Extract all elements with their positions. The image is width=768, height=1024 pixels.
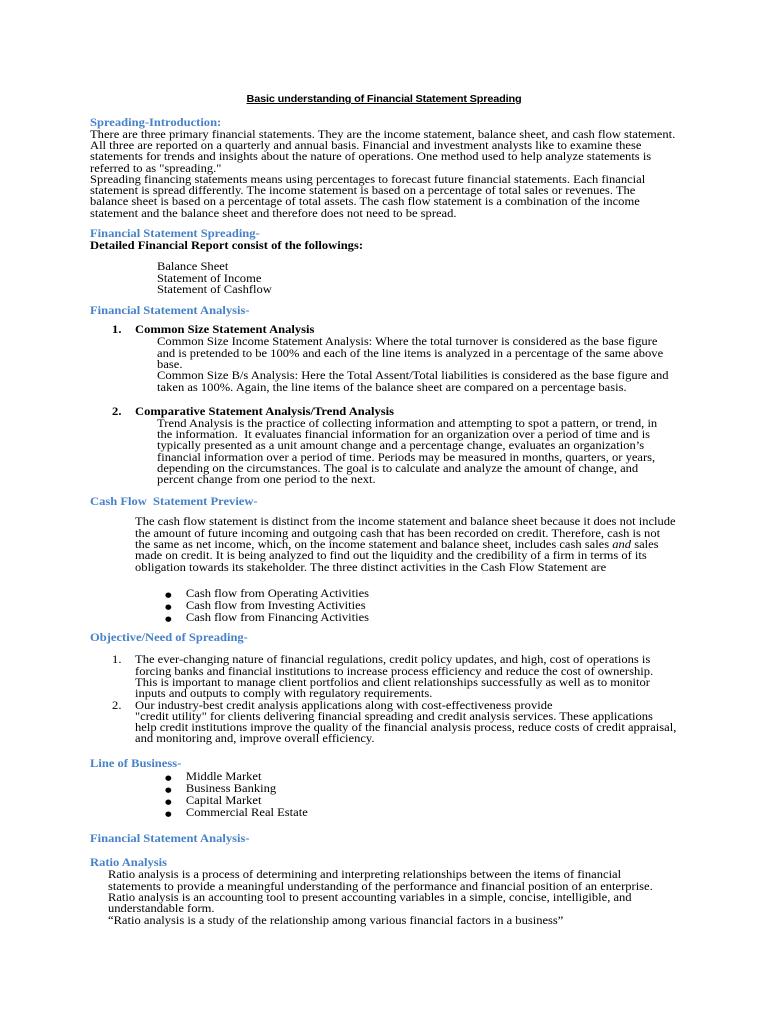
spreading-heading: Financial Statement Spreading- bbox=[90, 228, 260, 241]
analysis-line: Common Size Income Statement Analysis: Where the total turnover is considered as the base figure bbox=[157, 336, 658, 349]
analysis-line: Common Size B/s Analysis: Here the Total Assent/Total liabilities is considered as the base figure and bbox=[157, 370, 669, 383]
analysis-line: percent change from one period to the next. bbox=[157, 474, 376, 487]
objective-list bbox=[112, 655, 676, 745]
analysis-item-title-text: Comparative Statement Analysis/Trend Analysis bbox=[135, 406, 395, 419]
bullet-icon: ● bbox=[165, 591, 172, 599]
spreading-list-item: Statement of Cashflow bbox=[156, 283, 272, 296]
objective-line: inputs and outputs to comply with regulatory requirements. bbox=[135, 688, 433, 701]
list-number: 2. bbox=[112, 699, 122, 712]
analysis-item-title bbox=[112, 407, 657, 418]
objective-line: "credit utility" for clients delivering financial spreading and credit analysis services. These applications bbox=[135, 710, 653, 723]
analysis-item-title bbox=[112, 325, 669, 336]
bullet-item bbox=[165, 783, 308, 795]
list-number: 2. bbox=[112, 406, 122, 419]
intro-line: referred to as "spreading." bbox=[90, 162, 222, 175]
cash-flow-section bbox=[90, 497, 258, 508]
cash-flow-line: The cash flow statement is distinct from the income statement and balance sheet because it does not include bbox=[135, 516, 676, 529]
cash-flow-emphasis: and bbox=[612, 538, 632, 551]
spreading-list-item: Balance Sheet bbox=[156, 261, 229, 274]
cash-flow-line-part: sales bbox=[631, 538, 659, 551]
bullet-text: Middle Market bbox=[185, 771, 262, 783]
analysis-item-body bbox=[112, 419, 657, 487]
ratio-section-heading: Financial Statement Analysis- bbox=[90, 833, 250, 846]
line-of-business-section bbox=[90, 759, 181, 770]
analysis-section bbox=[90, 306, 249, 317]
cash-flow-line: made on credit. It is being analyzed to find out the liquidity and the credibility of a firm in terms of its bbox=[135, 550, 647, 563]
spreading-list-item: Statement of Income bbox=[156, 272, 262, 285]
bullet-icon: ● bbox=[165, 810, 172, 818]
intro-line: Spreading financing statements means using percentages to forecast future financial statements. Each financial bbox=[90, 173, 646, 186]
bullet-icon: ● bbox=[165, 774, 172, 782]
analysis-item-2 bbox=[112, 407, 657, 486]
objective-line: forcing banks and financial institutions to increase process efficiency and reduce the cost of ownership. bbox=[135, 665, 654, 678]
ratio-subsection bbox=[90, 858, 167, 869]
intro-line: balance sheet is based on a percentage of total assets. The cash flow statement is a combination of the income bbox=[90, 196, 640, 209]
bullet-item bbox=[165, 600, 369, 612]
ratio-line: statements to provide a meaningful understanding of the performance and financial position of an enterprise. bbox=[108, 880, 653, 893]
bullet-icon: ● bbox=[165, 603, 172, 611]
cash-flow-bullets bbox=[165, 588, 369, 624]
ratio-paragraph bbox=[108, 870, 653, 926]
objective-item-1 bbox=[112, 655, 676, 700]
bullet-text: Cash flow from Investing Activities bbox=[185, 600, 366, 612]
analysis-line: depending on the circumstances. The goal is to calculate and analyze the amount of change, and bbox=[157, 462, 639, 475]
bullet-text: Cash flow from Financing Activities bbox=[185, 612, 370, 624]
intro-line: There are three primary financial statements. They are the income statement, balance sheet, and cash flow statement. bbox=[90, 128, 676, 141]
line-of-business-bullets bbox=[165, 771, 308, 819]
analysis-line: taken as 100%. Again, the line items of the balance sheet are compared on a percentage basis. bbox=[157, 381, 627, 394]
bullet-item bbox=[165, 612, 369, 624]
cash-flow-paragraph bbox=[135, 517, 676, 573]
spreading-subheading: Detailed Financial Report consist of the followings: bbox=[90, 239, 364, 252]
analysis-line: Trend Analysis is the practice of collecting information and attempting to spot a pattern, or trend, in bbox=[157, 417, 658, 430]
analysis-heading: Financial Statement Analysis- bbox=[90, 305, 250, 318]
objective-heading: Objective/Need of Spreading- bbox=[90, 632, 248, 645]
analysis-line: financial information over a period of time. Periods may be measured in months, quarters, or years, bbox=[157, 451, 656, 464]
bullet-item bbox=[165, 807, 308, 819]
bullet-item bbox=[165, 771, 308, 783]
ratio-line: “Ratio analysis is a study of the relationship among various financial factors in a business” bbox=[108, 914, 564, 927]
bullet-text: Commercial Real Estate bbox=[185, 807, 308, 819]
bullet-icon: ● bbox=[165, 615, 172, 623]
list-number: 1. bbox=[112, 324, 122, 337]
cash-flow-line-part: the same as net income, which, on the income statement and balance sheet, includes cash sales bbox=[135, 538, 613, 551]
analysis-line: the information. It evaluates financial information for an organization over a period of time and is bbox=[157, 428, 651, 441]
line-of-business-heading: Line of Business- bbox=[90, 758, 182, 771]
bullet-text: Capital Market bbox=[185, 795, 262, 807]
objective-line bbox=[112, 655, 676, 666]
ratio-analysis-heading: Ratio Analysis bbox=[90, 857, 168, 870]
objective-item-2 bbox=[112, 701, 676, 746]
ratio-section bbox=[90, 834, 249, 845]
ratio-line: understandable form. bbox=[108, 903, 215, 916]
intro-section bbox=[90, 118, 675, 220]
intro-heading: Spreading-Introduction: bbox=[90, 117, 222, 130]
analysis-item-body bbox=[112, 337, 669, 393]
objective-line: help credit institutions improve the quality of the financial analysis process, reduce costs of credit appraisal, bbox=[135, 722, 677, 735]
bullet-icon: ● bbox=[165, 786, 172, 794]
analysis-item-title-text: Common Size Statement Analysis bbox=[135, 324, 315, 337]
objective-line: and monitoring and, improve overall efficiency. bbox=[135, 733, 375, 746]
bullet-text: Cash flow from Operating Activities bbox=[185, 588, 370, 600]
cash-flow-line: obligation towards its stakeholder. The three distinct activities in the Cash Flow Statement are bbox=[135, 561, 607, 574]
bullet-icon: ● bbox=[165, 798, 172, 806]
bullet-item bbox=[165, 795, 308, 807]
analysis-line: typically presented as a unit amount change and a percentage change, evaluates an organization’s bbox=[157, 440, 645, 453]
intro-line: statements for trends and insights about the nature of operations. One method used to help analyze statements is bbox=[90, 151, 652, 164]
intro-line: statement is spread differently. The income statement is based on a percentage of total sales or revenues. The bbox=[90, 185, 636, 198]
objective-section bbox=[90, 633, 248, 644]
intro-line: All three are reported on a quarterly and annual basis. Financial and investment analysts like to examine these bbox=[90, 139, 642, 152]
cash-flow-line: the amount of future incoming and outgoing cash that has been recorded on credit. Therefore, cash is not bbox=[135, 527, 661, 540]
analysis-line: base. bbox=[157, 358, 183, 371]
spreading-list bbox=[157, 262, 272, 296]
ratio-line: Ratio analysis is an accounting tool to present accounting variables in a simple, concise, intelligible, and bbox=[108, 891, 632, 904]
ratio-line: Ratio analysis is a process of determining and interpreting relationships between the items of financial bbox=[108, 869, 622, 882]
analysis-item-1 bbox=[112, 325, 669, 393]
objective-line-text: The ever-changing nature of financial regulations, credit policy updates, and high, cost of operations is bbox=[135, 654, 651, 667]
objective-line-text: Our industry-best credit analysis applications along with cost-effectiveness provide bbox=[135, 699, 553, 712]
cash-flow-heading: Cash Flow Statement Preview- bbox=[90, 496, 258, 509]
spreading-section bbox=[90, 229, 363, 252]
bullet-item bbox=[165, 588, 369, 600]
document-title: Basic understanding of Financial Statement Spreading bbox=[246, 94, 522, 105]
list-number: 1. bbox=[112, 654, 122, 667]
intro-line: statement and the balance sheet and therefore does not need to be spread. bbox=[90, 207, 457, 220]
objective-line: This is important to manage client portfolios and client relationships successfully as well as to monitor bbox=[135, 676, 650, 689]
bullet-text: Business Banking bbox=[185, 783, 277, 795]
analysis-line: and is pretended to be 100% and each of the line items is analyzed in a percentage of the same above bbox=[157, 347, 664, 360]
